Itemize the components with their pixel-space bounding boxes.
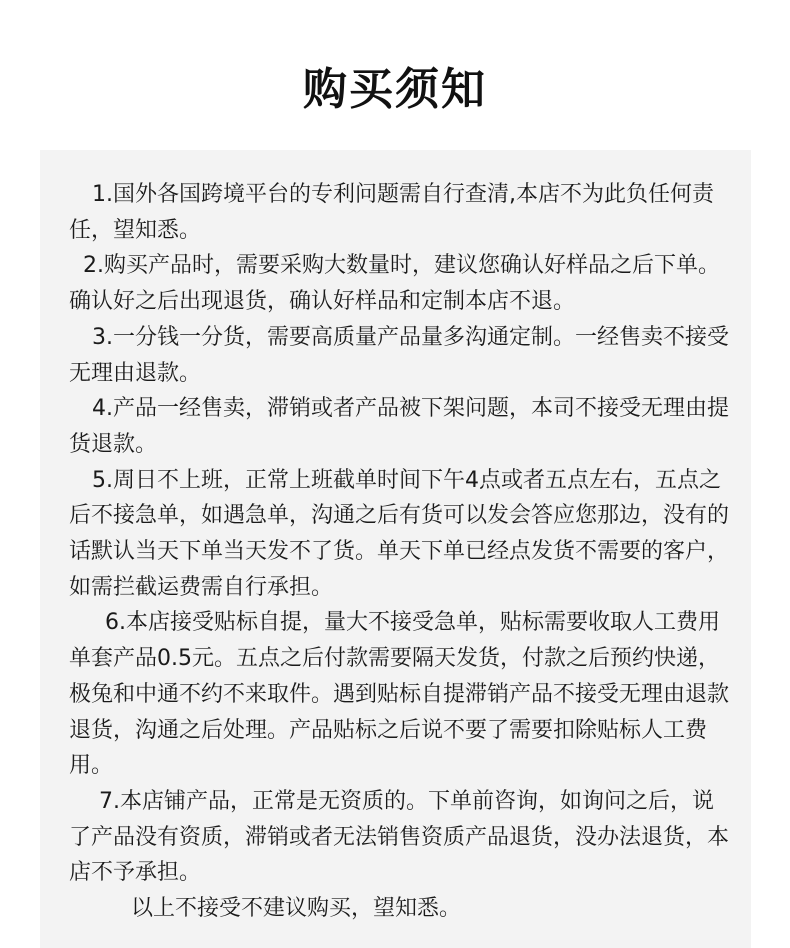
- page-title: 购买须知: [303, 64, 487, 116]
- notice-item-5: 5.周日不上班，正常上班截单时间下午4点或者五点左右，五点之后不接急单，如遇急单，沟通之后有货可以发会答应您那边，没有的话默认当天下单当天发不了货。单天下单已经点发货不需要的客户，如需拦截运费需自行承担。: [69, 467, 730, 600]
- notice-item-6: 6.本店接受贴标自提，量大不接受急单，贴标需要收取人工费用单套产品0.5元。五点之后付款需要隔天发货，付款之后预约快递，极兔和中通不约不来取件。遇到贴标自提滞销产品不接受无理由退款退货，沟通之后处理。产品贴标之后说不要了需要扣除贴标人工费用。: [69, 610, 730, 779]
- notice-footer: 以上不接受不建议购买，望知悉。: [131, 896, 462, 922]
- notice-item-1: 1.国外各国跨境平台的专利问题需自行查清,本店不为此负任何责任，望知悉。: [69, 182, 714, 243]
- notice-item-3: 3.一分钱一分货，需要高质量产品量多沟通定制。一经售卖不接受无理由退款。: [69, 324, 729, 386]
- notice-item-2: 2.购买产品时，需要采购大数量时，建议您确认好样品之后下单。确认好之后出现退货，确认好样品和定制本店不退。: [69, 253, 720, 315]
- notice-item-7: 7.本店铺产品，正常是无资质的。下单前咨询，如询问之后，说了产品没有资质，滞销或者无法销售资质产品退货，没办法退货，本店不予承担。: [69, 788, 730, 886]
- notice-item-4: 4.产品一经售卖，滞销或者产品被下架问题，本司不接受无理由提货退款。: [69, 396, 729, 457]
- notice-panel: [40, 150, 751, 948]
- notice-list: [69, 177, 729, 927]
